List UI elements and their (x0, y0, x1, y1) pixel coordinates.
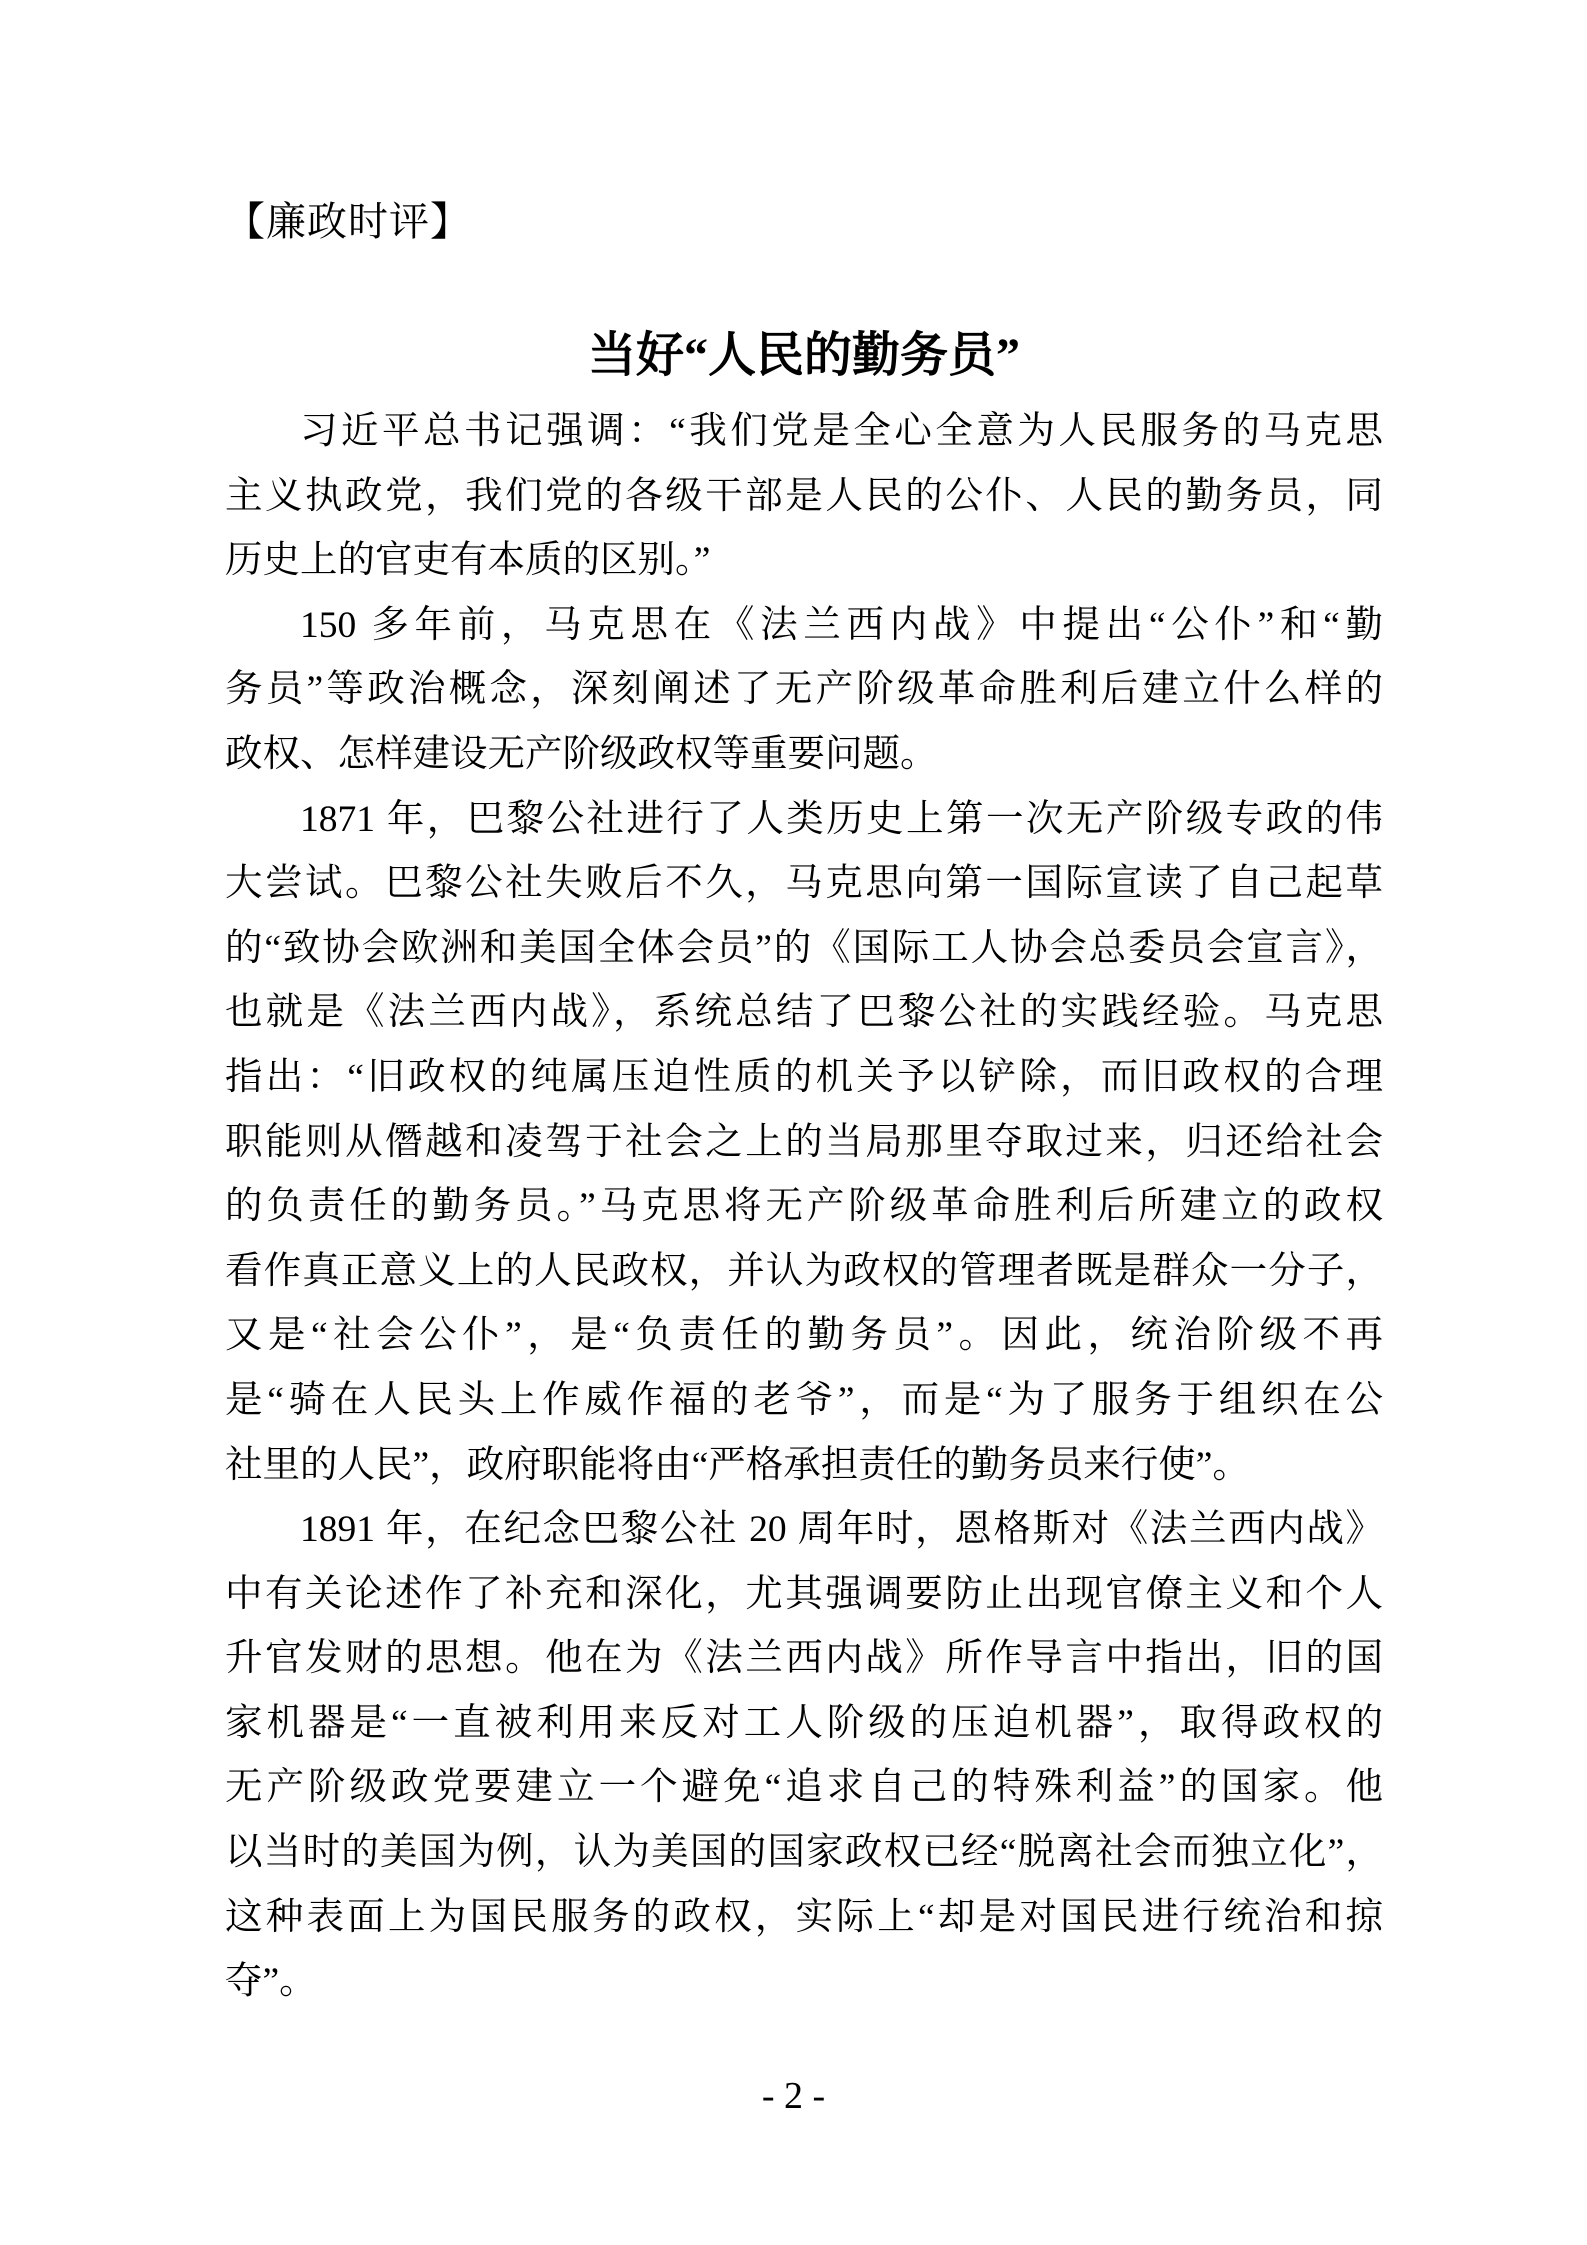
text-line: 又是“社会公仆”，是“负责任的勤务员”。因此，统治阶级不再 (225, 1315, 1383, 1357)
paragraph (225, 788, 1383, 1499)
text-line: 1871 年，巴黎公社进行了人类历史上第一次无产阶级专政的伟 (300, 798, 1383, 840)
text-line: 的负责任的勤务员。”马克思将无产阶级革命胜利后所建立的政权 (225, 1186, 1383, 1228)
text-line: 习近平总书记强调：“我们党是全心全意为人民服务的马克思 (300, 411, 1383, 452)
text-line: 职能则从僭越和凌驾于社会之上的当局那里夺取过来，归还给社会 (225, 1121, 1383, 1163)
text-line: 指出：“旧政权的纯属压迫性质的机关予以铲除，而旧政权的合理 (225, 1056, 1383, 1098)
text-line: 大尝试。巴黎公社失败后不久，马克思向第一国际宣读了自己起草 (225, 863, 1383, 905)
text-line: 中有关论述作了补充和深化，尤其强调要防止出现官僚主义和个人 (225, 1573, 1383, 1615)
text-line: 无产阶级政党要建立一个避免“追求自己的特殊利益”的国家。他 (225, 1767, 1383, 1809)
text-line: 历史上的官吏有本质的区别。” (225, 540, 711, 582)
text-line: 主义执政党，我们党的各级干部是人民的公仆、人民的勤务员，同 (225, 475, 1383, 517)
text-line: 以当时的美国为例，认为美国的国家政权已经“脱离社会而独立化”， (225, 1832, 1383, 1874)
text-line: 的“致协会欧洲和美国全体会员”的《国际工人协会总委员会宣言》， (225, 927, 1383, 969)
text-line: 也就是《法兰西内战》，系统总结了巴黎公社的实践经验。马克思 (225, 992, 1383, 1034)
text-line: 是“骑在人民头上作威作福的老爷”，而是“为了服务于组织在公 (225, 1379, 1383, 1421)
text-line: 150 多年前，马克思在《法兰西内战》中提出“公仆”和“勤 (300, 604, 1383, 646)
paragraph (225, 1498, 1383, 2015)
body-text (225, 400, 1383, 2015)
paragraph (225, 400, 1383, 594)
section-label: 【廉政时评】 (225, 199, 471, 244)
text-line: 1891 年，在纪念巴黎公社 20 周年时，恩格斯对《法兰西内战》 (300, 1509, 1383, 1551)
page-title: 当好“人民的勤务员” (587, 329, 1020, 382)
text-line: 社里的人民”，政府职能将由“严格承担责任的勤务员来行使”。 (225, 1444, 1250, 1486)
text-line: 家机器是“一直被利用来反对工人阶级的压迫机器”，取得政权的 (225, 1702, 1383, 1744)
paragraph (225, 594, 1383, 788)
text-line: 这种表面上为国民服务的政权，实际上“却是对国民进行统治和掠 (225, 1896, 1383, 1938)
text-line: 看作真正意义上的人民政权，并认为政权的管理者既是群众一分子， (225, 1250, 1383, 1292)
text-line: 升官发财的思想。他在为《法兰西内战》所作导言中指出，旧的国 (225, 1638, 1383, 1680)
page-number: - 2 - (761, 2075, 826, 2117)
text-line: 务员”等政治概念，深刻阐述了无产阶级革命胜利后建立什么样的 (225, 669, 1383, 711)
text-line: 夺”。 (225, 1961, 317, 2003)
text-line: 政权、怎样建设无产阶级政权等重要问题。 (225, 733, 938, 775)
